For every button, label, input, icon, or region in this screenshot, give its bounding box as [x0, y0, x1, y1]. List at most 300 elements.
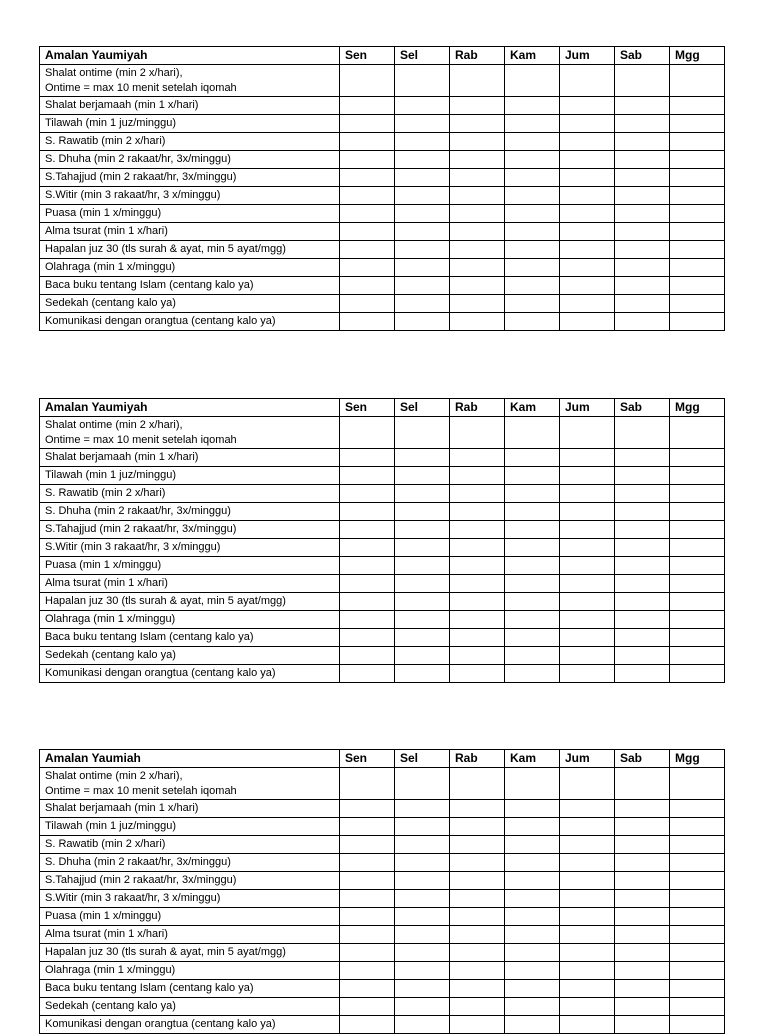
checkbox-cell[interactable]: [340, 503, 395, 521]
checkbox-cell[interactable]: [615, 593, 670, 611]
checkbox-cell[interactable]: [395, 872, 450, 890]
checkbox-cell[interactable]: [670, 557, 725, 575]
checkbox-cell[interactable]: [340, 241, 395, 259]
checkbox-cell[interactable]: [560, 611, 615, 629]
checkbox-cell[interactable]: [670, 962, 725, 980]
checkbox-cell[interactable]: [615, 169, 670, 187]
checkbox-cell[interactable]: [505, 521, 560, 539]
checkbox-cell[interactable]: [560, 1016, 615, 1034]
checkbox-cell[interactable]: [560, 295, 615, 313]
checkbox-cell[interactable]: [505, 485, 560, 503]
checkbox-cell[interactable]: [395, 665, 450, 683]
checkbox-cell[interactable]: [560, 449, 615, 467]
checkbox-cell[interactable]: [505, 503, 560, 521]
checkbox-cell[interactable]: [340, 962, 395, 980]
table-row: [40, 259, 725, 277]
checkbox-cell[interactable]: [615, 65, 670, 97]
checkbox-cell[interactable]: [615, 836, 670, 854]
checkbox-cell[interactable]: [340, 277, 395, 295]
checkbox-cell[interactable]: [395, 503, 450, 521]
checkbox-cell[interactable]: [395, 241, 450, 259]
checkbox-cell[interactable]: [395, 313, 450, 331]
checkbox-cell[interactable]: [395, 417, 450, 449]
checkbox-cell[interactable]: [670, 417, 725, 449]
checkbox-cell[interactable]: [450, 277, 505, 295]
checkbox-cell[interactable]: [340, 768, 395, 800]
checkbox-cell[interactable]: [450, 593, 505, 611]
checkbox-cell[interactable]: [505, 908, 560, 926]
checkbox-cell[interactable]: [505, 449, 560, 467]
checkbox-cell[interactable]: [450, 647, 505, 665]
checkbox-cell[interactable]: [505, 998, 560, 1016]
checkbox-cell[interactable]: [340, 980, 395, 998]
checkbox-cell[interactable]: [395, 223, 450, 241]
checkbox-cell[interactable]: [670, 259, 725, 277]
checkbox-cell[interactable]: [560, 277, 615, 295]
checkbox-cell[interactable]: [670, 503, 725, 521]
table-row: [40, 1016, 725, 1034]
checkbox-cell[interactable]: [670, 908, 725, 926]
checkbox-cell[interactable]: [505, 97, 560, 115]
checkbox-cell[interactable]: [450, 818, 505, 836]
checkbox-cell[interactable]: [615, 417, 670, 449]
checkbox-cell[interactable]: [395, 926, 450, 944]
checkbox-cell[interactable]: [450, 521, 505, 539]
checkbox-cell[interactable]: [450, 944, 505, 962]
checkbox-cell[interactable]: [340, 133, 395, 151]
checkbox-cell[interactable]: [670, 133, 725, 151]
checkbox-cell[interactable]: [450, 205, 505, 223]
checkbox-cell[interactable]: [560, 908, 615, 926]
checkbox-cell[interactable]: [505, 836, 560, 854]
checkbox-cell[interactable]: [505, 890, 560, 908]
checkbox-cell[interactable]: [615, 503, 670, 521]
checkbox-cell[interactable]: [670, 65, 725, 97]
checkbox-cell[interactable]: [450, 259, 505, 277]
checkbox-cell[interactable]: [505, 241, 560, 259]
checkbox-cell[interactable]: [450, 467, 505, 485]
checkbox-cell[interactable]: [505, 647, 560, 665]
checkbox-cell[interactable]: [560, 539, 615, 557]
checkbox-cell[interactable]: [560, 647, 615, 665]
checkbox-cell[interactable]: [395, 169, 450, 187]
checkbox-cell[interactable]: [505, 944, 560, 962]
checkbox-cell[interactable]: [560, 980, 615, 998]
checkbox-cell[interactable]: [560, 593, 615, 611]
checkbox-cell[interactable]: [670, 593, 725, 611]
checkbox-cell[interactable]: [505, 259, 560, 277]
checkbox-cell[interactable]: [340, 665, 395, 683]
checkbox-cell[interactable]: [395, 998, 450, 1016]
checkbox-cell[interactable]: [615, 818, 670, 836]
checkbox-cell[interactable]: [450, 151, 505, 169]
checkbox-cell[interactable]: [505, 115, 560, 133]
checkbox-cell[interactable]: [340, 205, 395, 223]
checkbox-cell[interactable]: [340, 187, 395, 205]
checkbox-cell[interactable]: [340, 629, 395, 647]
checkbox-cell[interactable]: [670, 313, 725, 331]
checkbox-cell[interactable]: [560, 485, 615, 503]
checkbox-cell[interactable]: [670, 768, 725, 800]
checkbox-cell[interactable]: [395, 1016, 450, 1034]
checkbox-cell[interactable]: [450, 872, 505, 890]
checkbox-cell[interactable]: [505, 295, 560, 313]
checkbox-cell[interactable]: [670, 629, 725, 647]
checkbox-cell[interactable]: [560, 187, 615, 205]
checkbox-cell[interactable]: [615, 151, 670, 169]
checkbox-cell[interactable]: [670, 818, 725, 836]
checkbox-cell[interactable]: [560, 259, 615, 277]
checkbox-cell[interactable]: [615, 611, 670, 629]
checkbox-cell[interactable]: [395, 259, 450, 277]
checkbox-cell[interactable]: [505, 169, 560, 187]
checkbox-cell[interactable]: [615, 962, 670, 980]
checkbox-cell[interactable]: [450, 169, 505, 187]
checkbox-cell[interactable]: [395, 629, 450, 647]
checkbox-cell[interactable]: [615, 800, 670, 818]
checkbox-cell[interactable]: [340, 295, 395, 313]
checkbox-cell[interactable]: [560, 818, 615, 836]
checkbox-cell[interactable]: [450, 417, 505, 449]
checkbox-cell[interactable]: [450, 611, 505, 629]
checkbox-cell[interactable]: [615, 629, 670, 647]
checkbox-cell[interactable]: [615, 998, 670, 1016]
checkbox-cell[interactable]: [560, 575, 615, 593]
checkbox-cell[interactable]: [395, 205, 450, 223]
checkbox-cell[interactable]: [450, 115, 505, 133]
checkbox-cell[interactable]: [670, 205, 725, 223]
checkbox-cell[interactable]: [505, 872, 560, 890]
checkbox-cell[interactable]: [670, 890, 725, 908]
checkbox-cell[interactable]: [395, 485, 450, 503]
checkbox-cell[interactable]: [615, 926, 670, 944]
checkbox-cell[interactable]: [340, 647, 395, 665]
checkbox-cell[interactable]: [395, 187, 450, 205]
checkbox-cell[interactable]: [340, 836, 395, 854]
checkbox-cell[interactable]: [450, 97, 505, 115]
activity-label: [40, 665, 340, 683]
checkbox-cell[interactable]: [615, 539, 670, 557]
checkbox-cell[interactable]: [560, 926, 615, 944]
checkbox-cell[interactable]: [505, 133, 560, 151]
checkbox-cell[interactable]: [670, 187, 725, 205]
checkbox-cell[interactable]: [340, 890, 395, 908]
checkbox-cell[interactable]: [670, 872, 725, 890]
checkbox-cell[interactable]: [450, 503, 505, 521]
checkbox-cell[interactable]: [670, 647, 725, 665]
checkbox-cell[interactable]: [615, 187, 670, 205]
checkbox-cell[interactable]: [670, 926, 725, 944]
checkbox-cell[interactable]: [340, 417, 395, 449]
checkbox-cell[interactable]: [395, 449, 450, 467]
checkbox-cell[interactable]: [340, 557, 395, 575]
checkbox-cell[interactable]: [670, 449, 725, 467]
checkbox-cell[interactable]: [615, 115, 670, 133]
checkbox-cell[interactable]: [450, 836, 505, 854]
checkbox-cell[interactable]: [395, 467, 450, 485]
checkbox-cell[interactable]: [670, 295, 725, 313]
checkbox-cell[interactable]: [560, 962, 615, 980]
activity-label: [40, 223, 340, 241]
checkbox-cell[interactable]: [340, 485, 395, 503]
checkbox-cell[interactable]: [505, 557, 560, 575]
checkbox-cell[interactable]: [450, 539, 505, 557]
checkbox-cell[interactable]: [615, 768, 670, 800]
checkbox-cell[interactable]: [615, 521, 670, 539]
checkbox-cell[interactable]: [450, 665, 505, 683]
checkbox-cell[interactable]: [450, 133, 505, 151]
checkbox-cell[interactable]: [395, 295, 450, 313]
checkbox-cell[interactable]: [340, 223, 395, 241]
checkbox-cell[interactable]: [670, 277, 725, 295]
checkbox-cell[interactable]: [560, 503, 615, 521]
checkbox-cell[interactable]: [340, 998, 395, 1016]
checkbox-cell[interactable]: [450, 241, 505, 259]
checkbox-cell[interactable]: [505, 313, 560, 331]
checkbox-cell[interactable]: [615, 205, 670, 223]
checkbox-cell[interactable]: [670, 467, 725, 485]
activity-label: [40, 539, 340, 557]
checkbox-cell[interactable]: [560, 998, 615, 1016]
checkbox-cell[interactable]: [450, 313, 505, 331]
checkbox-cell[interactable]: [505, 629, 560, 647]
checkbox-cell[interactable]: [450, 980, 505, 998]
checkbox-cell[interactable]: [670, 1016, 725, 1034]
checkbox-cell[interactable]: [560, 151, 615, 169]
checkbox-cell[interactable]: [395, 944, 450, 962]
checkbox-cell[interactable]: [615, 647, 670, 665]
checkbox-cell[interactable]: [340, 65, 395, 97]
checkbox-cell[interactable]: [450, 187, 505, 205]
checkbox-cell[interactable]: [505, 575, 560, 593]
checkbox-cell[interactable]: [560, 417, 615, 449]
checkbox-cell[interactable]: [395, 647, 450, 665]
checkbox-cell[interactable]: [560, 521, 615, 539]
checkbox-cell[interactable]: [340, 611, 395, 629]
checkbox-cell[interactable]: [615, 295, 670, 313]
checkbox-cell[interactable]: [450, 768, 505, 800]
checkbox-cell[interactable]: [340, 908, 395, 926]
checkbox-cell[interactable]: [560, 467, 615, 485]
checkbox-cell[interactable]: [615, 944, 670, 962]
checkbox-cell[interactable]: [615, 980, 670, 998]
checkbox-cell[interactable]: [505, 800, 560, 818]
checkbox-cell[interactable]: [615, 890, 670, 908]
checkbox-cell[interactable]: [450, 557, 505, 575]
checkbox-cell[interactable]: [395, 277, 450, 295]
checkbox-cell[interactable]: [615, 223, 670, 241]
checkbox-cell[interactable]: [395, 854, 450, 872]
checkbox-cell[interactable]: [615, 277, 670, 295]
checkbox-cell[interactable]: [395, 133, 450, 151]
checkbox-cell[interactable]: [340, 1016, 395, 1034]
checkbox-cell[interactable]: [670, 115, 725, 133]
checkbox-cell[interactable]: [670, 223, 725, 241]
checkbox-cell[interactable]: [560, 115, 615, 133]
checkbox-cell[interactable]: [505, 1016, 560, 1034]
checkbox-cell[interactable]: [395, 539, 450, 557]
checkbox-cell[interactable]: [670, 665, 725, 683]
checkbox-cell[interactable]: [340, 449, 395, 467]
checkbox-cell[interactable]: [340, 539, 395, 557]
checkbox-cell[interactable]: [560, 133, 615, 151]
checkbox-cell[interactable]: [395, 800, 450, 818]
checkbox-cell[interactable]: [615, 133, 670, 151]
checkbox-cell[interactable]: [450, 1016, 505, 1034]
checkbox-cell[interactable]: [670, 485, 725, 503]
checkbox-cell[interactable]: [560, 629, 615, 647]
checkbox-cell[interactable]: [395, 593, 450, 611]
checkbox-cell[interactable]: [505, 205, 560, 223]
checkbox-cell[interactable]: [615, 872, 670, 890]
checkbox-cell[interactable]: [340, 313, 395, 331]
checkbox-cell[interactable]: [505, 223, 560, 241]
checkbox-cell[interactable]: [505, 926, 560, 944]
checkbox-cell[interactable]: [395, 521, 450, 539]
checkbox-cell[interactable]: [670, 980, 725, 998]
checkbox-cell[interactable]: [505, 277, 560, 295]
checkbox-cell[interactable]: [560, 241, 615, 259]
checkbox-cell[interactable]: [450, 65, 505, 97]
checkbox-cell[interactable]: [395, 980, 450, 998]
checkbox-cell[interactable]: [340, 854, 395, 872]
checkbox-cell[interactable]: [340, 575, 395, 593]
checkbox-cell[interactable]: [450, 800, 505, 818]
checkbox-cell[interactable]: [505, 854, 560, 872]
checkbox-cell[interactable]: [450, 908, 505, 926]
checkbox-cell[interactable]: [670, 521, 725, 539]
checkbox-cell[interactable]: [505, 818, 560, 836]
checkbox-cell[interactable]: [505, 593, 560, 611]
checkbox-cell[interactable]: [505, 151, 560, 169]
checkbox-cell[interactable]: [560, 836, 615, 854]
checkbox-cell[interactable]: [395, 151, 450, 169]
checkbox-cell[interactable]: [450, 926, 505, 944]
checkbox-cell[interactable]: [560, 205, 615, 223]
checkbox-cell[interactable]: [560, 169, 615, 187]
checkbox-cell[interactable]: [395, 97, 450, 115]
checkbox-cell[interactable]: [615, 259, 670, 277]
checkbox-cell[interactable]: [615, 313, 670, 331]
checkbox-cell[interactable]: [560, 665, 615, 683]
checkbox-cell[interactable]: [670, 151, 725, 169]
checkbox-cell[interactable]: [670, 169, 725, 187]
checkbox-cell[interactable]: [615, 467, 670, 485]
checkbox-cell[interactable]: [670, 854, 725, 872]
checkbox-cell[interactable]: [450, 485, 505, 503]
checkbox-cell[interactable]: [560, 872, 615, 890]
checkbox-cell[interactable]: [340, 259, 395, 277]
checkbox-cell[interactable]: [670, 241, 725, 259]
checkbox-cell[interactable]: [395, 890, 450, 908]
checkbox-cell[interactable]: [560, 97, 615, 115]
checkbox-cell[interactable]: [615, 241, 670, 259]
checkbox-cell[interactable]: [395, 115, 450, 133]
checkbox-cell[interactable]: [395, 836, 450, 854]
checkbox-cell[interactable]: [505, 611, 560, 629]
checkbox-cell[interactable]: [615, 97, 670, 115]
checkbox-cell[interactable]: [340, 800, 395, 818]
checkbox-cell[interactable]: [615, 575, 670, 593]
checkbox-cell[interactable]: [615, 908, 670, 926]
checkbox-cell[interactable]: [560, 65, 615, 97]
checkbox-cell[interactable]: [505, 539, 560, 557]
checkbox-cell[interactable]: [505, 417, 560, 449]
activity-label-line: Alma tsurat (min 1 x/hari): [45, 928, 168, 941]
checkbox-cell[interactable]: [395, 768, 450, 800]
checkbox-cell[interactable]: [450, 575, 505, 593]
checkbox-cell[interactable]: [450, 223, 505, 241]
checkbox-cell[interactable]: [670, 97, 725, 115]
checkbox-cell[interactable]: [395, 818, 450, 836]
checkbox-cell[interactable]: [450, 449, 505, 467]
checkbox-cell[interactable]: [340, 872, 395, 890]
checkbox-cell[interactable]: [505, 768, 560, 800]
checkbox-cell[interactable]: [505, 962, 560, 980]
checkbox-cell[interactable]: [615, 665, 670, 683]
checkbox-cell[interactable]: [340, 593, 395, 611]
checkbox-cell[interactable]: [560, 557, 615, 575]
checkbox-cell[interactable]: [615, 854, 670, 872]
checkbox-cell[interactable]: [340, 467, 395, 485]
checkbox-cell[interactable]: [560, 854, 615, 872]
checkbox-cell[interactable]: [670, 539, 725, 557]
checkbox-cell[interactable]: [340, 97, 395, 115]
checkbox-cell[interactable]: [560, 313, 615, 331]
checkbox-cell[interactable]: [450, 962, 505, 980]
checkbox-cell[interactable]: [505, 467, 560, 485]
checkbox-cell[interactable]: [505, 665, 560, 683]
checkbox-cell[interactable]: [395, 65, 450, 97]
checkbox-cell[interactable]: [395, 557, 450, 575]
checkbox-cell[interactable]: [395, 908, 450, 926]
checkbox-cell[interactable]: [505, 980, 560, 998]
checkbox-cell[interactable]: [340, 944, 395, 962]
checkbox-cell[interactable]: [670, 575, 725, 593]
checkbox-cell[interactable]: [450, 890, 505, 908]
checkbox-cell[interactable]: [450, 854, 505, 872]
checkbox-cell[interactable]: [560, 223, 615, 241]
checkbox-cell[interactable]: [615, 485, 670, 503]
checkbox-cell[interactable]: [670, 998, 725, 1016]
checkbox-cell[interactable]: [560, 800, 615, 818]
checkbox-cell[interactable]: [450, 998, 505, 1016]
checkbox-cell[interactable]: [615, 449, 670, 467]
checkbox-cell[interactable]: [670, 836, 725, 854]
checkbox-cell[interactable]: [615, 557, 670, 575]
checkbox-cell[interactable]: [505, 65, 560, 97]
checkbox-cell[interactable]: [340, 169, 395, 187]
checkbox-cell[interactable]: [340, 521, 395, 539]
checkbox-cell[interactable]: [670, 800, 725, 818]
checkbox-cell[interactable]: [560, 944, 615, 962]
checkbox-cell[interactable]: [340, 151, 395, 169]
checkbox-cell[interactable]: [450, 295, 505, 313]
checkbox-cell[interactable]: [450, 629, 505, 647]
checkbox-cell[interactable]: [560, 768, 615, 800]
checkbox-cell[interactable]: [670, 944, 725, 962]
checkbox-cell[interactable]: [670, 611, 725, 629]
checkbox-cell[interactable]: [340, 818, 395, 836]
checkbox-cell[interactable]: [395, 611, 450, 629]
checkbox-cell[interactable]: [615, 1016, 670, 1034]
checkbox-cell[interactable]: [340, 115, 395, 133]
checkbox-cell[interactable]: [560, 890, 615, 908]
checkbox-cell[interactable]: [395, 575, 450, 593]
checkbox-cell[interactable]: [340, 926, 395, 944]
checkbox-cell[interactable]: [395, 962, 450, 980]
checkbox-cell[interactable]: [505, 187, 560, 205]
